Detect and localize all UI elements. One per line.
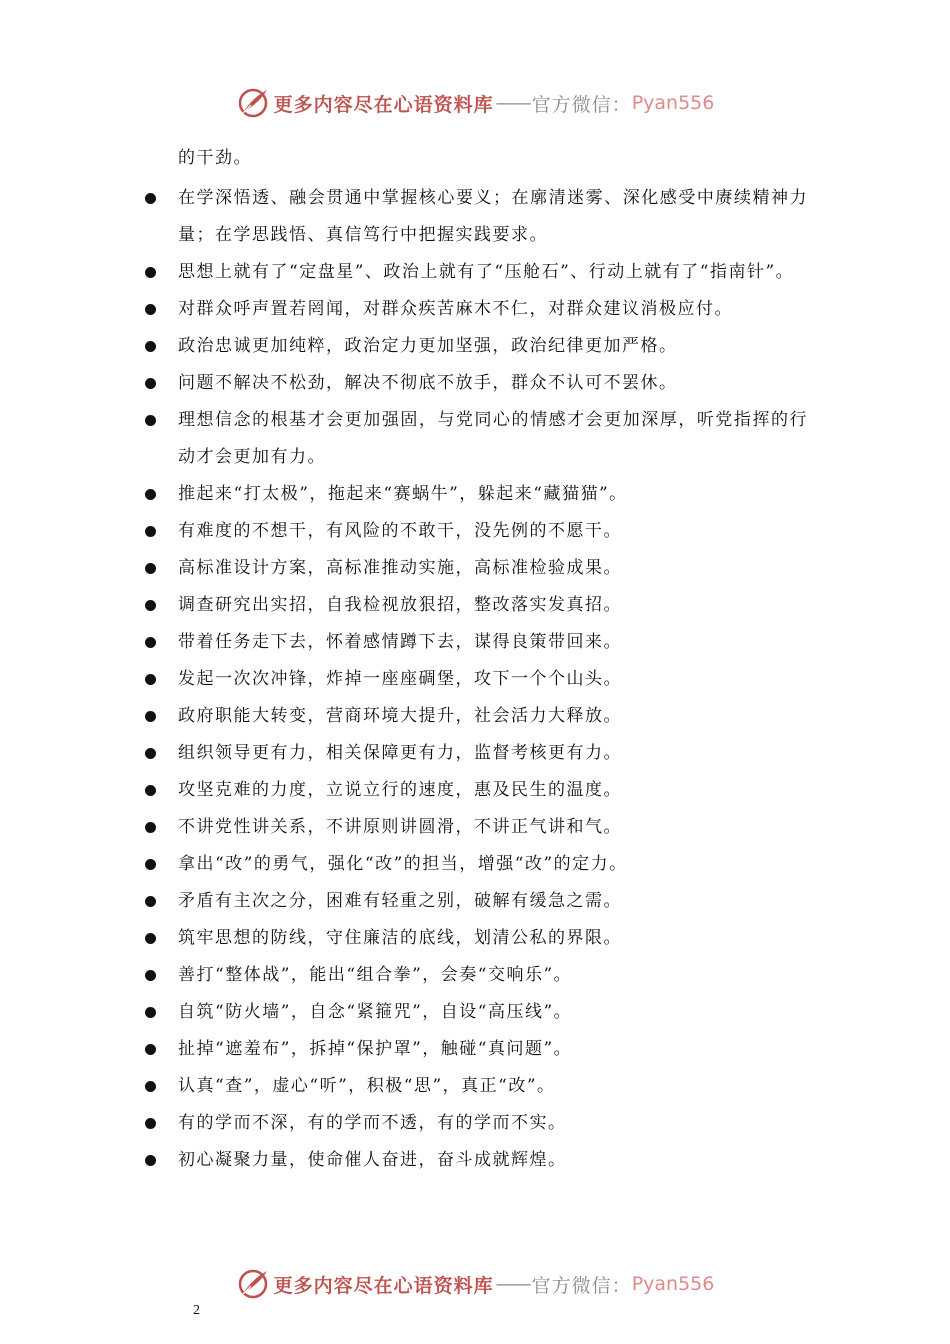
list-item-text: 思想上就有了“定盘星”、政治上就有了“压舱石”、行动上就有了“指南针”。 [178, 262, 795, 282]
bullet-dot-icon [145, 785, 156, 796]
bullet-dot-icon [145, 526, 156, 537]
footer-dash: —— [495, 1273, 530, 1295]
bullet-dot-icon [145, 378, 156, 389]
list-item-text: 有难度的不想干，有风险的不敢干，没先例的不愿干。 [178, 521, 622, 541]
bullet-dot-icon [145, 1044, 156, 1055]
bullet-dot-icon [145, 489, 156, 500]
bullet-list [0, 180, 950, 1179]
bullet-dot-icon [145, 970, 156, 981]
list-item [0, 476, 808, 513]
list-item-text: 高标准设计方案，高标准推动实施，高标准检验成果。 [178, 558, 622, 578]
footer-brand: 更多内容尽在心语资料库 [273, 1274, 494, 1297]
bullet-dot-icon [145, 415, 156, 426]
bullet-dot-icon [145, 896, 156, 907]
list-item [0, 809, 808, 846]
bullet-dot-icon [145, 563, 156, 574]
footer-account: Pyan556 [631, 1273, 715, 1295]
list-item-text: 有的学而不深，有的学而不透，有的学而不实。 [178, 1113, 567, 1133]
list-item [0, 550, 808, 587]
list-item [0, 587, 808, 624]
list-item [0, 920, 808, 957]
list-item-text: 筑牢思想的防线，守住廉洁的底线，划清公私的界限。 [178, 928, 622, 948]
list-item [0, 402, 808, 476]
bullet-dot-icon [145, 1118, 156, 1129]
list-item-text: 政治忠诚更加纯粹，政治定力更加坚强，政治纪律更加严格。 [178, 336, 678, 356]
list-item [0, 772, 808, 809]
list-item-text: 在学深悟透、融会贯通中掌握核心要义；在廓清迷雾、深化感受中赓续精神力量；在学思践悟、真信笃行中把握实践要求。 [178, 188, 808, 245]
list-item-text: 初心凝聚力量，使命催人奋进，奋斗成就辉煌。 [178, 1150, 567, 1170]
list-item [0, 994, 808, 1031]
footer-banner [0, 1266, 950, 1302]
list-item [0, 291, 808, 328]
list-item-text: 攻坚克难的力度，立说立行的速度，惠及民生的温度。 [178, 780, 622, 800]
page-number: 2 [193, 1303, 200, 1318]
list-item-text: 自筑“防火墙”，自念“紧箍咒”，自设“高压线”。 [178, 1002, 573, 1022]
bullet-dot-icon [145, 341, 156, 352]
list-item-text: 理想信念的根基才会更加强固，与党同心的情感才会更加深厚，听党指挥的行动才会更加有力。 [178, 410, 808, 467]
bullet-dot-icon [145, 193, 156, 204]
bullet-dot-icon [145, 304, 156, 315]
bullet-dot-icon [145, 711, 156, 722]
header-account: Pyan556 [631, 92, 715, 114]
list-item [0, 1068, 808, 1105]
bullet-dot-icon [145, 1155, 156, 1166]
list-item [0, 1031, 808, 1068]
list-item [0, 1105, 808, 1142]
list-item-text: 扯掉“遮羞布”，拆掉“保护罩”，触碰“真问题”。 [178, 1039, 573, 1059]
bullet-dot-icon [145, 600, 156, 611]
list-item-text: 组织领导更有力，相关保障更有力，监督考核更有力。 [178, 743, 622, 763]
list-item [0, 365, 808, 402]
list-item [0, 957, 808, 994]
list-item-text: 政府职能大转变，营商环境大提升，社会活力大释放。 [178, 706, 622, 726]
quill-logo-icon [236, 86, 270, 120]
quill-logo-icon [236, 1267, 270, 1301]
bullet-dot-icon [145, 748, 156, 759]
list-item [0, 846, 808, 883]
list-item-text: 善打“整体战”，能出“组合拳”，会奏“交响乐”。 [178, 965, 573, 985]
bullet-dot-icon [145, 822, 156, 833]
list-item [0, 698, 808, 735]
continuation-text: 的干劲。 [178, 148, 252, 168]
bullet-dot-icon [145, 1007, 156, 1018]
list-item [0, 735, 808, 772]
list-item-text: 调查研究出实招，自我检视放狠招，整改落实发真招。 [178, 595, 622, 615]
header-brand: 更多内容尽在心语资料库 [273, 93, 494, 116]
list-item-text: 推起来“打太极”，拖起来“赛蜗牛”，躲起来“藏猫猫”。 [178, 484, 628, 504]
list-item-text: 对群众呼声置若罔闻，对群众疾苦麻木不仁，对群众建议消极应付。 [178, 299, 733, 319]
list-item [0, 180, 808, 254]
footer-wechat-label: 官方微信： [531, 1274, 632, 1297]
header-wechat-label: 官方微信： [531, 93, 632, 116]
bullet-dot-icon [145, 933, 156, 944]
header-banner [0, 85, 950, 121]
bullet-dot-icon [145, 267, 156, 278]
bullet-dot-icon [145, 859, 156, 870]
list-item [0, 883, 808, 920]
list-item [0, 1142, 808, 1179]
bullet-dot-icon [145, 1081, 156, 1092]
list-item [0, 328, 808, 365]
list-item [0, 513, 808, 550]
bullet-dot-icon [145, 637, 156, 648]
list-item [0, 661, 808, 698]
list-item-text: 矛盾有主次之分，困难有轻重之别，破解有缓急之需。 [178, 891, 622, 911]
list-item-text: 发起一次次冲锋，炸掉一座座碉堡，攻下一个个山头。 [178, 669, 622, 689]
list-item-text: 带着任务走下去，怀着感情蹲下去，谋得良策带回来。 [178, 632, 622, 652]
list-item-text: 拿出“改”的勇气，强化“改”的担当，增强“改”的定力。 [178, 854, 628, 874]
list-item [0, 624, 808, 661]
list-item-text: 问题不解决不松劲，解决不彻底不放手，群众不认可不罢休。 [178, 373, 678, 393]
list-item-text: 不讲党性讲关系，不讲原则讲圆滑，不讲正气讲和气。 [178, 817, 622, 837]
bullet-dot-icon [145, 674, 156, 685]
list-item [0, 254, 808, 291]
header-dash: —— [495, 92, 530, 114]
list-item-text: 认真“查”，虚心“听”，积极“思”，真正“改”。 [178, 1076, 556, 1096]
